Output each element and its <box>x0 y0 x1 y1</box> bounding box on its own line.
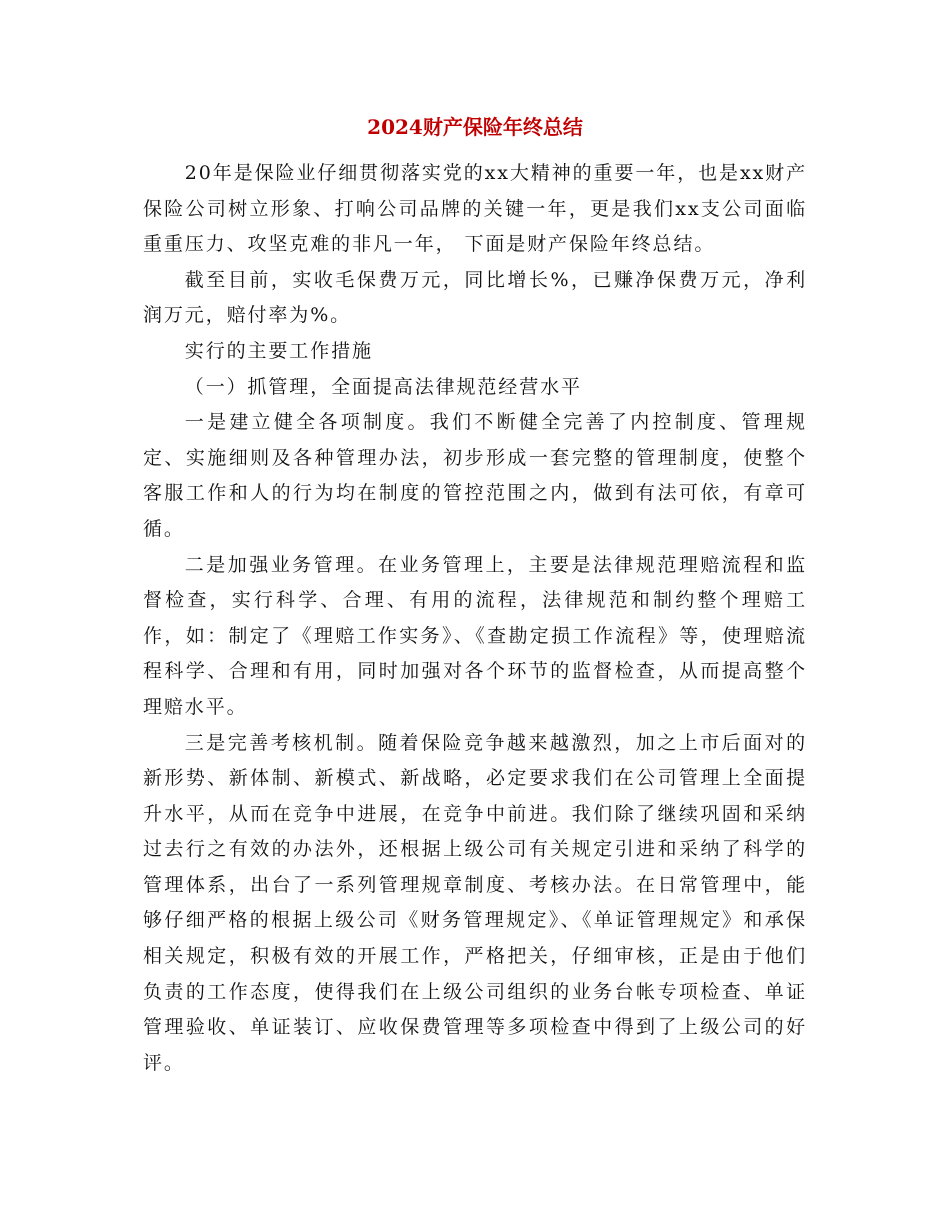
document-title: 2024财产保险年终总结 <box>367 115 583 139</box>
section-heading-measures: 实行的主要工作措施 <box>184 339 373 362</box>
paragraph-assessment: 三是完善考核机制。随着保险竞争越来越激烈，加之上市后面对的新形势、新体制、新模式、新战略，必定要求我们在公司管理上全面提升水平，从而在竞争中进展，在竞争中前进。我们除了继续巩固和采纳过去行之有效的办法外，还根据上级公司有关规定引进和采纳了科学的管理体系，出台了一系列管理规章制度、考核办法。在日常管理中，能够仔细严格的根据上级公司《财务管理规定》、《单证管理规定》和承保相关规定，积极有效的开展工作，严格把关，仔细审核，正是由于他们负责的工作态度，使得我们在上级公司组织的业务台帐专项检查、单证管理验收、单证装订、应收保费管理等多项检查中得到了上级公司的好评。 <box>143 731 807 1074</box>
paragraph-figures: 截至目前，实收毛保费万元，同比增长%，已赚净保费万元，净利润万元，赔付率为%。 <box>143 268 807 327</box>
paragraph-intro: 20年是保险业仔细贯彻落实党的xx大精神的重要一年，也是xx财产保险公司树立形象、打响公司品牌的关键一年，更是我们xx支公司面临重重压力、攻坚克难的非凡一年， 下面是财产保险年终总结。 <box>143 162 807 256</box>
paragraph-business-management: 二是加强业务管理。在业务管理上，主要是法律规范理赔流程和监督检查，实行科学、合理、有用的流程，法律规范和制约整个理赔工作，如：制定了《理赔工作实务》、《查勘定损工作流程》等，使理赔流程科学、合理和有用，同时加强对各个环节的监督检查，从而提高整个理赔水平。 <box>143 553 807 718</box>
document-body <box>143 156 807 1081</box>
paragraph-systems: 一是建立健全各项制度。我们不断健全完善了内控制度、管理规定、实施细则及各种管理办法，初步形成一套完整的管理制度，使整个客服工作和人的行为均在制度的管控范围之内，做到有法可依，有章可循。 <box>143 411 807 540</box>
subsection-heading-management: （一）抓管理，全面提高法律规范经营水平 <box>184 375 582 398</box>
